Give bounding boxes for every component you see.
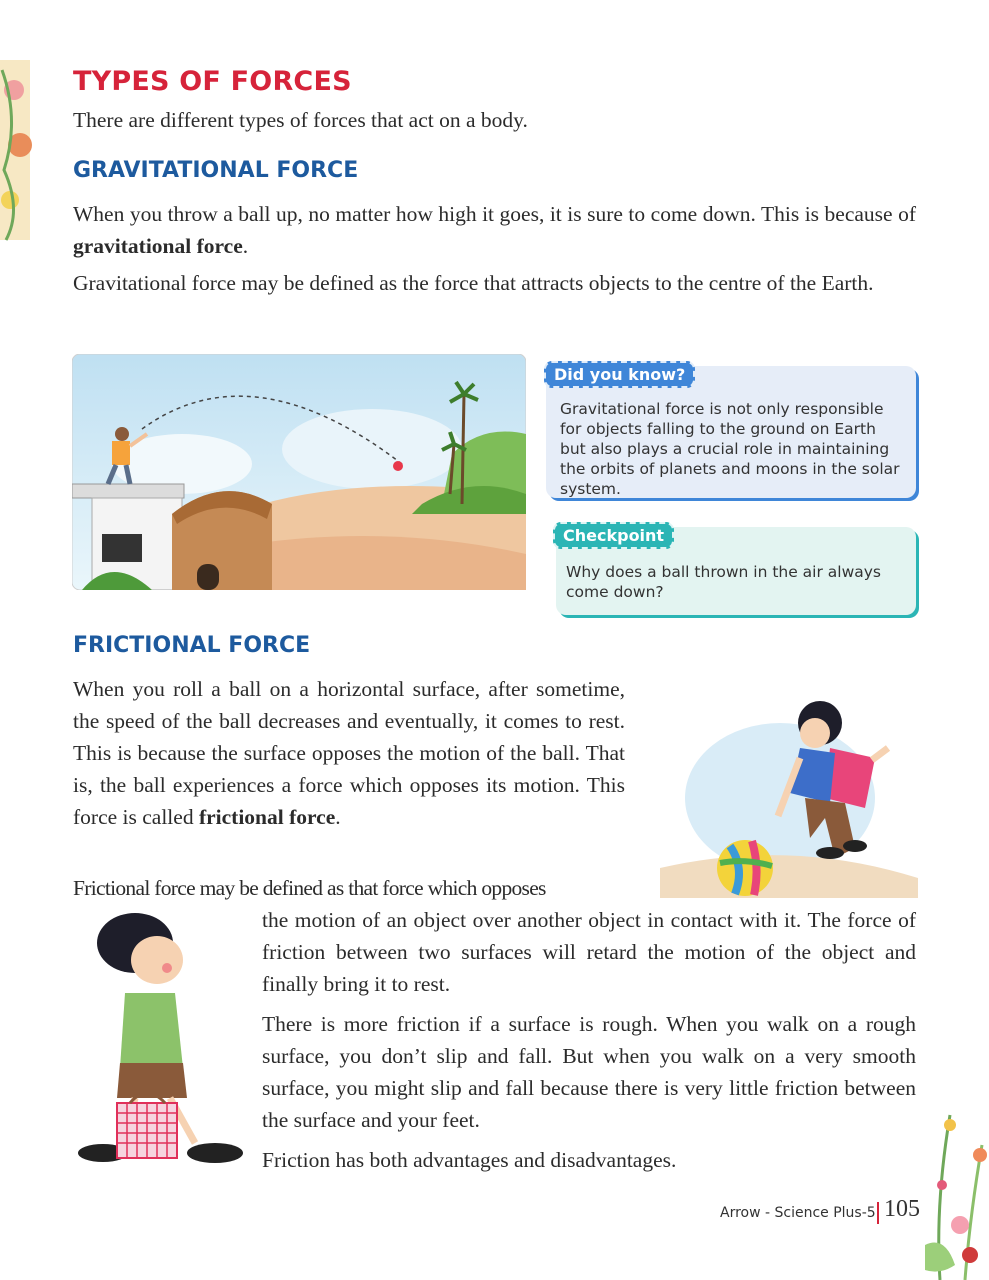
frictional-heading: FRICTIONAL FORCE — [73, 633, 311, 658]
frictional-paragraph-3: There is more friction if a surface is rough. When you walk on a rough surface, you don’t slip and fall. But when you walk on a very smooth surface, you might slip and fall because there is very little friction between the surface and your feet. — [262, 1012, 916, 1132]
gravitational-heading: GRAVITATIONAL FORCE — [73, 158, 359, 183]
did-you-know-text: Gravitational force is not only responsible for objects falling to the ground on Earth but also plays a crucial role in maintaining the orbits of planets and moons in the solar system. — [560, 400, 900, 498]
page-title: TYPES OF FORCES — [73, 66, 352, 97]
gravitational-paragraph-1: When you throw a ball up, no matter how high it goes, it is sure to come down. This is because of gravitational force. — [73, 202, 916, 258]
did-you-know-tag: Did you know? — [544, 361, 695, 388]
gravitational-paragraph-2: Gravitational force may be defined as the force that attracts objects to the centre of the Earth. — [73, 271, 874, 295]
frictional-paragraph-2-line-1: Frictional force may be defined as that force which opposes — [73, 876, 546, 900]
checkpoint-tag: Checkpoint — [553, 522, 674, 549]
checkpoint-text: Why does a ball thrown in the air always come down? — [566, 563, 882, 601]
corner-plants-illustration — [920, 1105, 989, 1280]
frictional-paragraph-2-rest: the motion of an object over another object in contact with it. The force of friction between two surfaces will retard the motion of the object and finally bring it to rest. — [262, 908, 916, 996]
footer-book-title: Arrow - Science Plus-5 — [720, 1205, 876, 1221]
boy-rolling-ball-illustration — [660, 698, 918, 898]
boy-with-bag-illustration — [75, 908, 245, 1173]
frictional-paragraph-1: When you roll a ball on a horizontal surface, after sometime, the speed of the ball decreases and eventually, it comes to rest. This is because the surface opposes the motion of the ball. That is, the ball experiences a force which opposes its motion. This force is called frictional force. — [73, 677, 625, 829]
frictional-paragraph-4: Friction has both advantages and disadvantages. — [262, 1148, 677, 1172]
page-number: 105 — [884, 1196, 920, 1222]
intro-text: There are different types of forces that act on a body. — [73, 108, 528, 132]
footer-divider — [877, 1202, 879, 1224]
ball-throw-illustration — [72, 354, 526, 590]
corner-flowers-illustration — [0, 60, 34, 245]
